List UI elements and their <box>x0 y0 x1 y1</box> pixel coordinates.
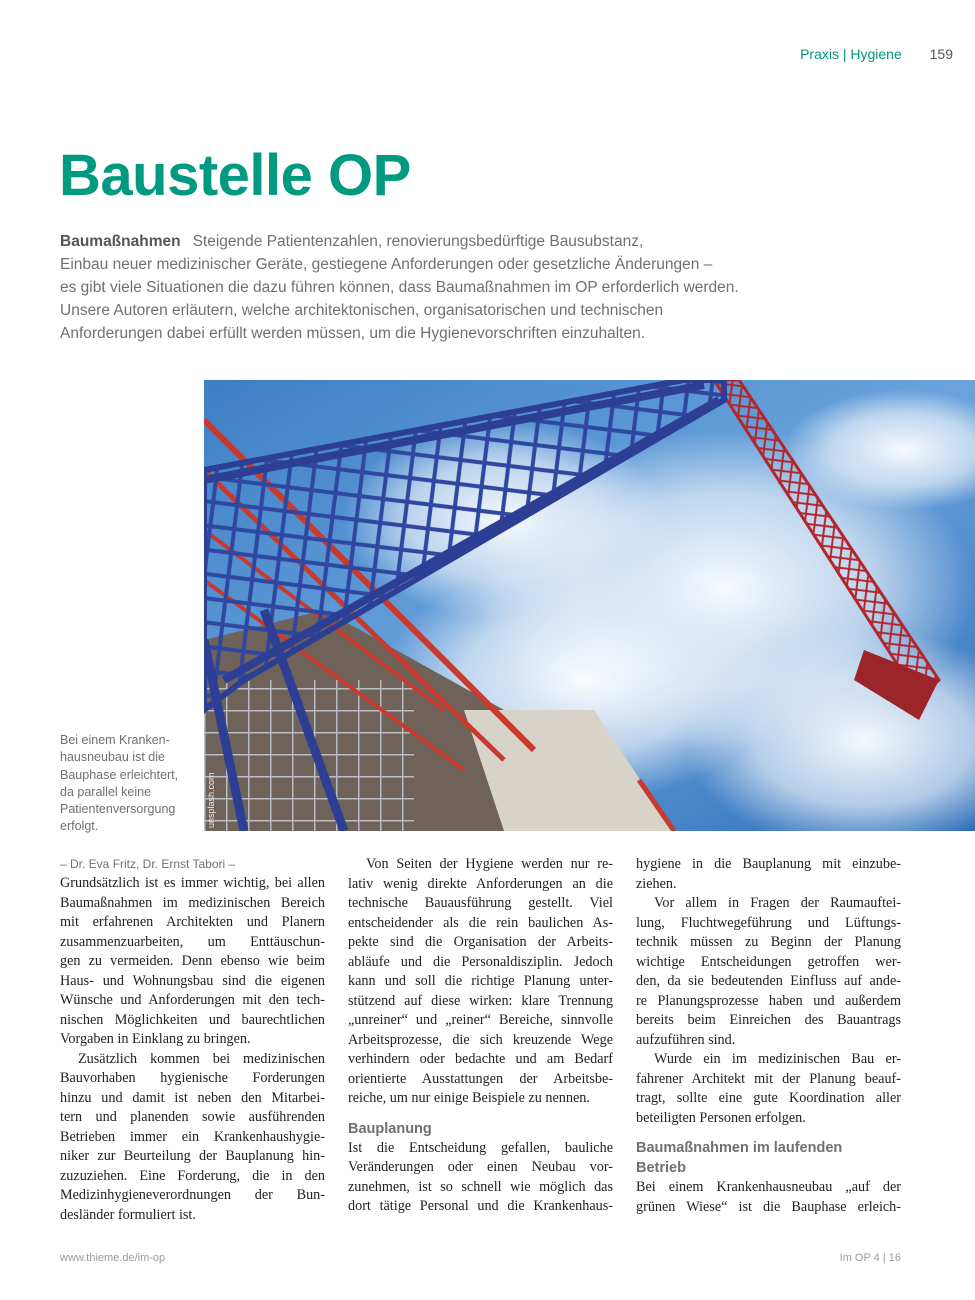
body-line: zusammenzuarbeiten, um Enttäuschun- <box>60 933 325 950</box>
body-line: grünen Wiese“ ist die Bauphase erleich- <box>636 1198 901 1215</box>
body-line: Wünsche und Anforderungen mit den tech- <box>60 992 325 1008</box>
body-line: Medizinhygieneverordnungen der Bun- <box>60 1187 325 1203</box>
body-line: kann und soll die richtige Planung unter- <box>348 973 613 989</box>
body-line: bereits beim Einreichen des Bauantrags <box>636 1012 901 1028</box>
lead-label: Baumaßnahmen <box>60 233 181 250</box>
body-line: gen zu vermeiden. Denn ebenso wie beim <box>60 953 325 969</box>
body-line: Betrieben immer ein Krankenhaushygie- <box>60 1128 325 1145</box>
body-line: zuzuziehen. Eine Forderung, die in den <box>60 1167 325 1184</box>
body-line: Ist die Entscheidung gefallen, bauliche <box>348 1139 613 1156</box>
section-label: Praxis | Hygiene <box>800 46 902 62</box>
lead-line: Steigende Patientenzahlen, renovierungsbedürftige Bausubstanz, <box>192 233 644 250</box>
running-head <box>800 46 953 62</box>
body-line: re Planungsprozesse haben und außerdem <box>636 992 901 1009</box>
body-line: fahrener Architekt mit der Planung beauf- <box>636 1070 901 1087</box>
caption-line: Bei einem Kranken- <box>60 733 170 747</box>
lead-line: es gibt viele Situationen die dazu führen können, dass Baumaßnahmen im OP erforderlich werden. <box>60 279 739 296</box>
subheading-bauplanung: Bauplanung <box>348 1120 432 1137</box>
lead-line: Unsere Autoren erläutern, welche architektonischen, organisatorischen und technischen <box>60 302 664 319</box>
body-line: Zusätzlich kommen bei medizinischen <box>78 1050 325 1067</box>
body-line: beteiligten Personen erfolgen. <box>636 1109 806 1126</box>
body-line: stützend auf diese wirken: klare Trennung <box>348 992 613 1009</box>
body-line: tragt, sollte eine gute Koordination aller <box>636 1090 901 1106</box>
text-column-2 <box>348 855 613 1217</box>
body-line: technik müssen zu Beginn der Planung <box>636 934 901 950</box>
body-line: entscheidender als die rein baulichen As- <box>348 914 613 931</box>
authors: – Dr. Eva Fritz, Dr. Ernst Tabori – <box>60 857 236 871</box>
lead-line: Anforderungen dabei erfüllt werden müssen, um die Hygienevorschriften einzuhalten. <box>60 325 646 342</box>
page-number: 159 <box>929 46 953 62</box>
body-line: abläufe und die Personaldisziplin. Jedoch <box>348 953 613 970</box>
body-line: zunehmen, ist so schnell wie möglich das <box>348 1178 613 1195</box>
crane-photo <box>204 380 975 831</box>
body-line: ziehen. <box>636 875 677 892</box>
body-line: Haus- und Wohnungsbau sind die eigenen <box>60 972 325 989</box>
caption-line: hausneubau ist die <box>60 750 165 765</box>
body-line: hygiene in die Bauplanung mit einzube- <box>636 856 901 872</box>
body-line: dort tätige Personal und die Krankenhaus- <box>348 1198 613 1214</box>
body-line: Grundsätzlich ist es immer wichtig, bei allen <box>60 875 325 891</box>
figure-caption <box>60 732 195 836</box>
body-line: den, da sie bedeutenden Einfluss auf ande- <box>636 973 901 989</box>
body-line: lung, Fluchtwegeführung und Lüftungs- <box>636 914 901 931</box>
body-line: Vorgaben in Einklang zu bringen. <box>60 1031 251 1047</box>
body-line: lativ wenig direkte Anforderungen an die <box>348 875 613 892</box>
lead-line: Einbau neuer medizinischer Geräte, gestiegene Anforderungen oder gesetzliche Änderungen – <box>60 256 713 273</box>
body-line: Veränderungen oder einen Neubau vor- <box>348 1159 613 1175</box>
body-line: verhindern oder bedachte und am Bedarf <box>348 1051 613 1067</box>
body-line: Arbeitsprozesse, die sich kreuzende Wege <box>348 1031 613 1048</box>
body-line: Wurde ein im medizinischen Bau er- <box>654 1051 901 1067</box>
body-line: reiche, um nur einige Beispiele zu nennen. <box>348 1090 590 1106</box>
subheading-laufender-betrieb <box>636 1138 901 1178</box>
caption-line: Patientenversorgung <box>60 802 176 817</box>
body-line: tern und planenden sowie ausführenden <box>60 1109 325 1125</box>
subheading-line: Baumaßnahmen im laufenden <box>636 1140 843 1156</box>
body-line: pekte sind die Organisation der Arbeits- <box>348 934 613 950</box>
body-line: mit erfahrenen Architekten und Planern <box>60 914 325 930</box>
caption-line: Bauphase erleichtert, <box>60 767 179 782</box>
article-title: Baustelle OP <box>59 143 411 208</box>
body-line: hinzu und damit ist neben den Mitarbei- <box>60 1089 325 1106</box>
photo-credit: unsplash.com <box>206 772 216 828</box>
body-line: technische Bauausführung gestellt. Viel <box>348 895 613 911</box>
body-line: desländer formuliert ist. <box>60 1206 196 1223</box>
body-line: Von Seiten der Hygiene werden nur re- <box>366 856 613 872</box>
body-line: Bauvorhaben hygienische Forderungen <box>60 1070 325 1086</box>
subheading-line: Betrieb <box>636 1160 686 1176</box>
body-line: aufzuführen sind. <box>636 1031 736 1048</box>
body-line: „unreiner“ und „reiner“ Bereiche, sinnvolle <box>348 1012 613 1028</box>
text-column-1 <box>60 855 325 1225</box>
footer-issue: Im OP 4 | 16 <box>839 1252 901 1264</box>
body-line: Bei einem Krankenhausneubau „auf der <box>636 1179 901 1195</box>
lead-paragraph <box>60 230 780 345</box>
caption-line: da parallel keine <box>60 784 152 799</box>
body-line: orientierte Ausstattungen der Arbeitsbe- <box>348 1070 613 1087</box>
body-line: niker zur Beurteilung der Bauplanung hin- <box>60 1148 325 1164</box>
body-line: Baumaßnahmen im medizinischen Bereich <box>60 894 325 911</box>
body-line: wichtige Entscheidungen getroffen wer- <box>636 953 901 970</box>
caption-line: erfolgt. <box>60 819 99 834</box>
text-column-3 <box>636 855 901 1217</box>
body-line: Vor allem in Fragen der Raumauftei- <box>654 895 901 911</box>
body-line: nischen Möglichkeiten und baurechtlichen <box>60 1011 325 1028</box>
footer-url: www.thieme.de/im-op <box>60 1252 166 1264</box>
